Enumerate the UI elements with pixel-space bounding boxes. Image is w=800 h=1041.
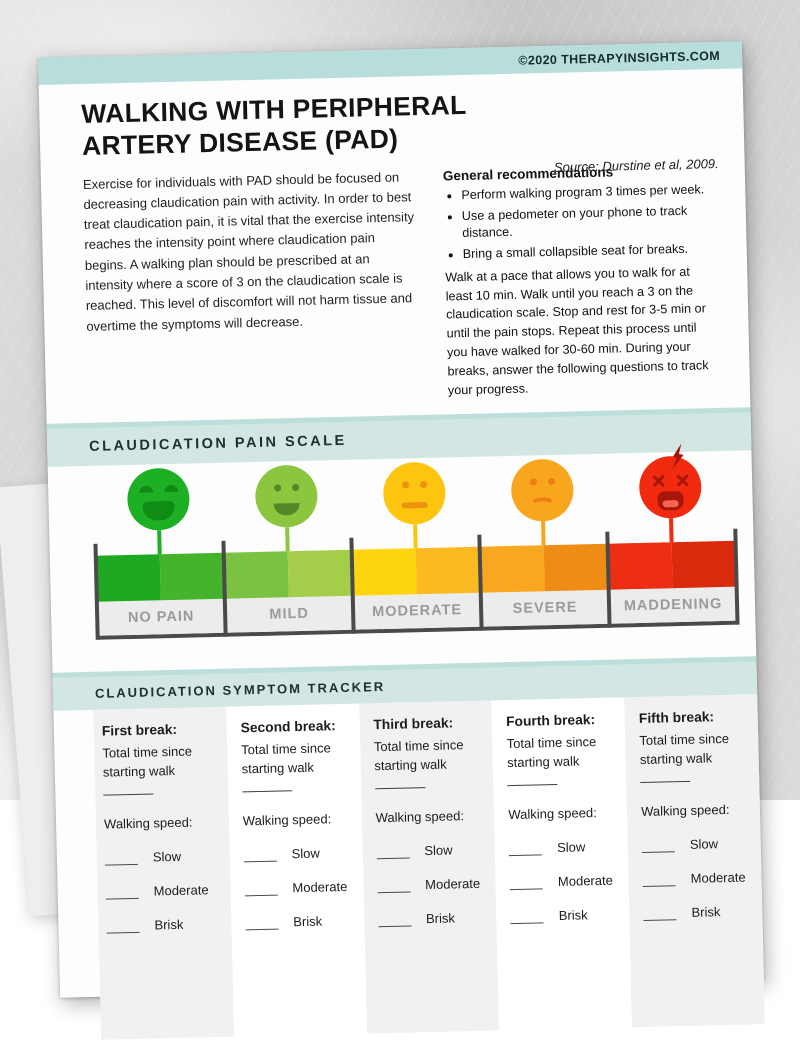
time-label-line1: Total time since [506, 733, 597, 752]
speed-option-brisk: Brisk [245, 913, 356, 931]
tracker-columns [53, 694, 765, 1040]
scale-label: MILD [225, 596, 354, 633]
pain-level-maddening [605, 451, 735, 544]
pain-scale [94, 451, 738, 640]
scale-label: NO PAIN [97, 599, 226, 636]
source-citation: Source: Durstine et al, 2009. [553, 155, 719, 175]
face-stem [413, 524, 417, 548]
recommendations-body: Walk at a pace that allows you to walk for at least 10 min. Walk until you reach a 3 on the claudication scale. Stop and rest for 3-5 min or until the pain stops. Repeat this process until you have walked for 30-60 min. During your breaks, answer the following questions to track your progress. [445, 264, 709, 398]
scale-segment-no-pain [96, 553, 226, 636]
speed-option-moderate: Moderate [643, 870, 754, 888]
time-label-line2: starting walk [241, 758, 353, 798]
scale-segment-maddening [608, 541, 738, 624]
checkbox-blank[interactable] [245, 920, 278, 931]
time-label-line2: starting walk [507, 751, 619, 791]
speed-option-slow: Slow [105, 848, 222, 866]
smile-face-icon [255, 464, 318, 527]
pain-level-severe [478, 454, 608, 547]
neutral-face-icon [383, 461, 446, 524]
face-stem [669, 518, 673, 542]
break-heading: Fifth break: [638, 709, 715, 726]
intro-paragraph: Exercise for individuals with PAD should be focused on decreasing claudication pain with activity. In order to best treat claudication pain, it is vital that the exercise intensity reaches the intensity point where claudication pain begins. A walking plan should be prescribed at an intensity where a score of 3 on the claudication scale is reached. This level of discomfort will not harm tissue and overtime the symptoms will decrease. [82, 169, 415, 334]
time-label-line2: starting walk [103, 761, 221, 801]
break-heading: Fourth break: [505, 711, 596, 730]
checkbox-blank[interactable] [105, 855, 138, 866]
speed-option-brisk: Brisk [511, 907, 622, 925]
scale-segment-severe [480, 544, 610, 627]
recommendations-list [447, 181, 709, 263]
pain-level-moderate [350, 457, 480, 550]
time-blank-field[interactable] [242, 779, 292, 792]
pain-scale-bar [96, 541, 738, 640]
time-blank-field[interactable] [375, 776, 425, 789]
speed-option-slow: Slow [243, 845, 354, 863]
speed-label: Walking speed: [640, 802, 730, 820]
scale-label: SEVERE [481, 590, 610, 627]
speed-option-brisk: Brisk [106, 916, 223, 934]
pain-scale-heading: CLAUDICATION PAIN SCALE [88, 432, 347, 455]
speed-label: Walking speed: [375, 808, 465, 826]
time-blank-field[interactable] [103, 782, 153, 795]
scale-label: MADDENING [609, 587, 738, 624]
scale-label: MODERATE [353, 593, 482, 630]
speed-label: Walking speed: [103, 814, 193, 833]
break-heading: First break: [101, 721, 178, 739]
checkbox-blank[interactable] [244, 886, 277, 897]
time-label-line1: Total time since [102, 743, 193, 761]
tracker-column-fourth-break [492, 697, 633, 1030]
checkbox-blank[interactable] [244, 852, 277, 863]
checkbox-blank[interactable] [642, 843, 675, 854]
x-eye-icon [675, 474, 688, 487]
tracker-column-second-break [226, 704, 367, 1037]
time-blank-field[interactable] [507, 773, 557, 786]
tracker-column-first-break [93, 707, 234, 1040]
speed-option-slow: Slow [509, 839, 620, 857]
checkbox-blank[interactable] [377, 883, 410, 894]
checkbox-blank[interactable] [378, 917, 411, 928]
speed-option-moderate: Moderate [106, 882, 223, 900]
sad-face-icon [511, 458, 574, 521]
speed-option-moderate: Moderate [377, 876, 488, 894]
speed-label: Walking speed: [242, 811, 332, 829]
checkbox-blank[interactable] [106, 923, 139, 934]
pain-level-mild [222, 460, 352, 553]
time-blank-field[interactable] [640, 769, 690, 782]
speed-option-brisk: Brisk [643, 904, 754, 922]
intro-section [83, 160, 712, 409]
speed-option-moderate: Moderate [510, 873, 621, 891]
face-stem [541, 521, 545, 545]
checkbox-blank[interactable] [509, 846, 542, 857]
checkbox-blank[interactable] [510, 880, 543, 891]
pain-faces-row [94, 451, 736, 556]
checkbox-blank[interactable] [643, 911, 676, 922]
time-label-line1: Total time since [639, 730, 730, 748]
tracker-column-third-break [359, 700, 500, 1033]
speed-label: Walking speed: [508, 805, 597, 823]
speed-option-brisk: Brisk [378, 910, 489, 928]
copyright-bar [38, 41, 742, 85]
recommendations-section [443, 160, 712, 400]
checkbox-blank[interactable] [643, 877, 676, 888]
speed-option-slow: Slow [376, 842, 487, 860]
symptom-tracker-heading: CLAUDICATION SYMPTOM TRACKER [94, 678, 386, 701]
recommendation-item: • Use a pedometer on your phone to track distance. [462, 202, 709, 242]
copyright-text: ©2020 THERAPYINSIGHTS.COM [518, 48, 721, 68]
pain-level-no-pain [94, 463, 224, 556]
time-label-line2: starting walk [640, 748, 752, 788]
checkbox-blank[interactable] [511, 914, 544, 925]
face-stem [157, 530, 161, 554]
handout-page [38, 41, 764, 997]
speed-option-slow: Slow [642, 836, 753, 854]
happy-face-icon [127, 467, 190, 530]
time-label-line1: Total time since [373, 737, 464, 755]
scale-segment-mild [224, 550, 354, 633]
recommendation-item: • Perform walking program 3 times per week. [461, 181, 707, 204]
break-heading: Second break: [240, 718, 336, 736]
x-eye-icon [651, 474, 664, 487]
time-label-line1: Total time since [240, 740, 331, 758]
checkbox-blank[interactable] [106, 889, 139, 900]
break-heading: Third break: [373, 715, 454, 733]
tracker-column-fifth-break [624, 694, 765, 1027]
page-title-line1: WALKING WITH PERIPHERAL [80, 89, 467, 129]
face-stem [285, 527, 289, 551]
dead-face-icon [639, 455, 702, 518]
recommendations-heading: General recommendations [442, 164, 614, 184]
time-label-line2: starting walk [374, 754, 486, 794]
page-title-line2: ARTERY DISEASE (PAD) [81, 123, 399, 162]
scale-segment-moderate [352, 547, 482, 630]
recommendation-item: • Bring a small collapsible seat for breaks. [463, 240, 709, 263]
page-title [81, 83, 702, 162]
checkbox-blank[interactable] [376, 849, 409, 860]
speed-option-moderate: Moderate [244, 879, 355, 897]
